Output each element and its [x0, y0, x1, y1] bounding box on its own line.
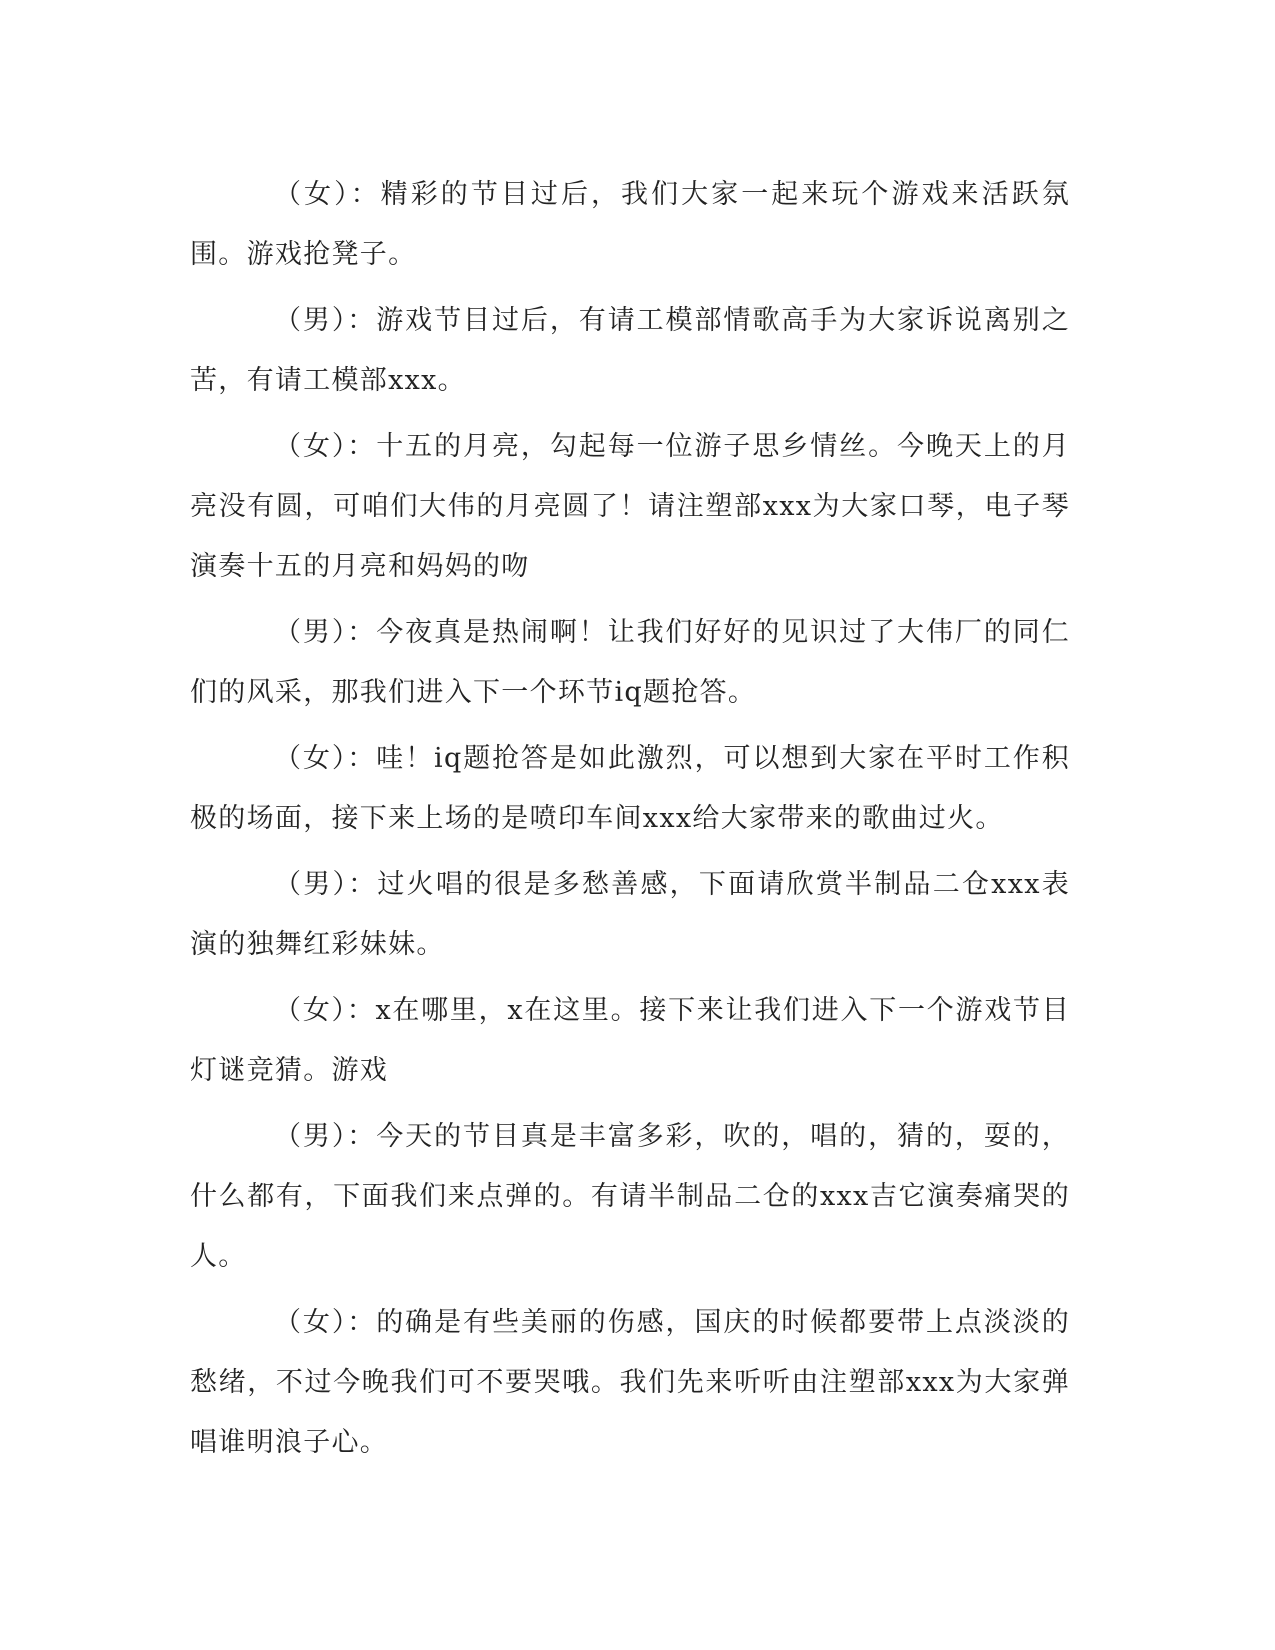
dialogue-paragraph-2: （男）：游戏节目过后，有请工模部情歌高手为大家诉说离别之苦，有请工模部xxx。 — [190, 305, 1070, 396]
dialogue-paragraph-7: （女）：x在哪里，x在这里。接下来让我们进入下一个游戏节目灯谜竞猜。游戏 — [190, 995, 1070, 1086]
document-body — [190, 165, 1070, 1479]
dialogue-paragraph-6: （男）：过火唱的很是多愁善感，下面请欣赏半制品二仓xxx表演的独舞红彩妹妹。 — [190, 869, 1070, 960]
dialogue-paragraph-3: （女）：十五的月亮，勾起每一位游子思乡情丝。今晚天上的月亮没有圆，可咱们大伟的月亮圆了！请注塑部xxx为大家口琴，电子琴演奏十五的月亮和妈妈的吻 — [190, 431, 1070, 582]
dialogue-paragraph-1: （女）：精彩的节目过后，我们大家一起来玩个游戏来活跃氛围。游戏抢凳子。 — [190, 179, 1070, 270]
dialogue-paragraph-9: （女）：的确是有些美丽的伤感，国庆的时候都要带上点淡淡的愁绪，不过今晚我们可不要哭哦。我们先来听听由注塑部xxx为大家弹唱谁明浪子心。 — [190, 1307, 1070, 1458]
dialogue-paragraph-4: （男）：今夜真是热闹啊！让我们好好的见识过了大伟厂的同仁们的风采，那我们进入下一个环节iq题抢答。 — [190, 617, 1070, 708]
dialogue-paragraph-5: （女）：哇！iq题抢答是如此激烈，可以想到大家在平时工作积极的场面，接下来上场的是喷印车间xxx给大家带来的歌曲过火。 — [190, 743, 1070, 834]
dialogue-paragraph-8: （男）：今天的节目真是丰富多彩，吹的，唱的，猜的，耍的，什么都有，下面我们来点弹的。有请半制品二仓的xxx吉它演奏痛哭的人。 — [190, 1121, 1070, 1272]
